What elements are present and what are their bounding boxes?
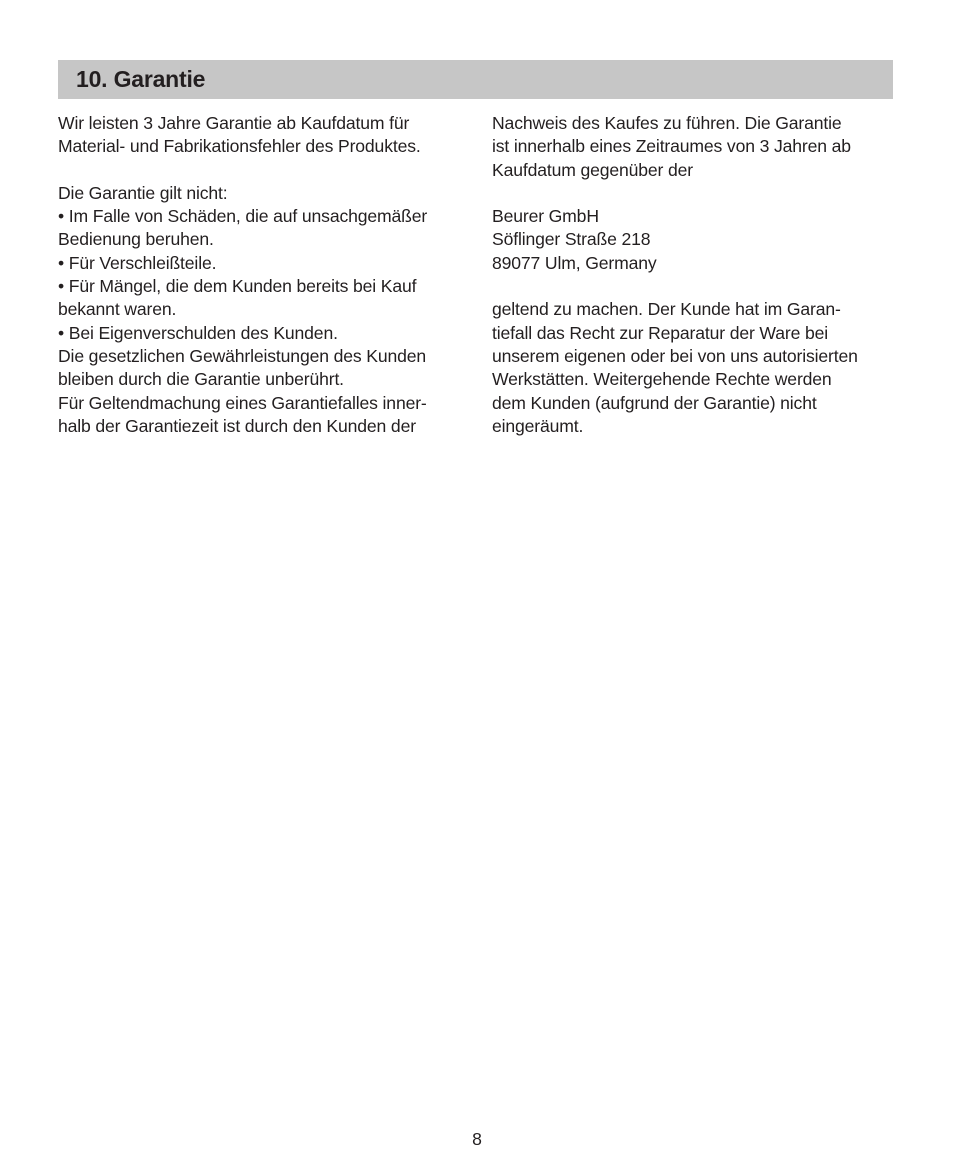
- text-line: Material- und Fabrikationsfehler des Produktes.: [58, 136, 421, 157]
- section-title: 10. Garantie: [76, 66, 206, 92]
- address-company: Beurer GmbH: [492, 206, 599, 227]
- list-item: • Bei Eigenverschulden des Kunden.: [58, 322, 338, 343]
- text-line: Die Garantie gilt nicht:: [58, 182, 228, 203]
- section-header-bar: [58, 60, 893, 99]
- address-city: 89077 Ulm, Germany: [492, 252, 657, 273]
- right-column: [492, 112, 912, 438]
- text-line: Die gesetzlichen Gewährleistungen des Kunden: [58, 345, 426, 366]
- page-number: 8: [472, 1129, 482, 1149]
- text-line: halb der Garantiezeit ist durch den Kunden der: [58, 415, 416, 436]
- text-line: bekannt waren.: [58, 299, 177, 320]
- list-item: • Für Verschleißteile.: [58, 252, 217, 273]
- list-item: • Im Falle von Schäden, die auf unsachgemäßer: [58, 206, 428, 227]
- text-line: Kaufdatum gegenüber der: [492, 159, 693, 180]
- list-item: • Für Mängel, die dem Kunden bereits bei Kauf: [58, 276, 417, 297]
- address-street: Söflinger Straße 218: [492, 229, 651, 250]
- text-line: eingeräumt.: [492, 415, 584, 436]
- paragraph-gap: [492, 275, 912, 298]
- text-line: Für Geltendmachung eines Garantiefalles inner-: [58, 392, 427, 413]
- text-line: ist innerhalb eines Zeitraumes von 3 Jahren ab: [492, 136, 851, 157]
- left-column: [58, 112, 478, 438]
- text-line: geltend zu machen. Der Kunde hat im Garan-: [492, 299, 841, 320]
- text-line: Werkstätten. Weitergehende Rechte werden: [492, 369, 832, 390]
- text-line: unserem eigenen oder bei von uns autorisierten: [492, 345, 858, 366]
- text-line: dem Kunden (aufgrund der Garantie) nicht: [492, 392, 817, 413]
- text-line: Bedienung beruhen.: [58, 229, 214, 250]
- text-line: Nachweis des Kaufes zu führen. Die Garantie: [492, 113, 842, 133]
- text-line: tiefall das Recht zur Reparatur der Ware bei: [492, 322, 828, 343]
- paragraph-gap: [492, 182, 912, 205]
- text-line: Wir leisten 3 Jahre Garantie ab Kaufdatum für: [58, 113, 410, 133]
- paragraph-gap: [58, 159, 478, 182]
- text-line: bleiben durch die Garantie unberührt.: [58, 369, 344, 390]
